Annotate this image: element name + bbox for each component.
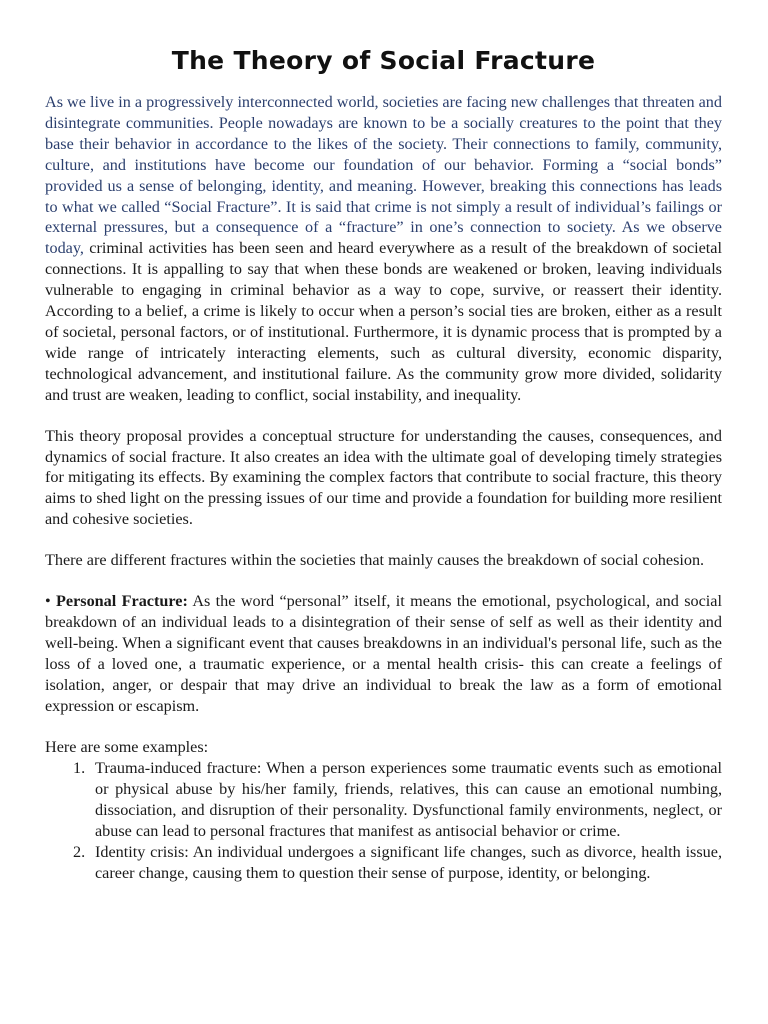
list-item [45,758,722,842]
list-item-text: Trauma-induced fracture: When a person experiences some traumatic events such as emotional or physical abuse by his/her family, friends, relatives, this can cause an emotional numbing, dissociation, and disruption of their personality. Dysfunctional family environments, neglect, or abuse can lead to personal fractures that manifest as antisocial behavior or crime. [95,759,722,841]
list-item-number: 2. [73,843,86,861]
document-page [45,0,722,884]
bullet-icon: • [45,592,57,611]
intro-paragraph [45,92,722,406]
personal-fracture-paragraph [45,591,722,716]
list-item [45,842,722,884]
personal-fracture-term: Personal Fracture: [56,592,188,611]
intro-rest-text: criminal activities has been seen and heard everywhere as a result of the breakdown of societal connections. It is appalling to say that when these bonds are weakened or broken, leaving individuals vulnerable to engaging in criminal behavior as a way to cope, survive, or reassert their identity. According to a belief, a crime is likely to occur when a person’s social ties are broken, either as a result of societal, personal factors, or of institutional. Furthermore, it is dynamic process that is prompted by a wide range of intricately interacting elements, such as cultural diversity, economic disparity, technological advancement, and institutional failure. As the community grow more divided, solidarity and trust are weaken, leading to conflict, social instability, and inequality. [45,239,722,404]
list-item-number: 1. [73,759,86,778]
personal-fracture-text: As the word “personal” itself, it means the emotional, psychological, and social breakdown of an individual leads to a disintegration of their sense of self as well as their identity and well-being. When a significant event that causes breakdowns in an individual's personal life, such as the loss of a loved one, a traumatic experience, or a mental health crisis- this can create a feelings of isolation, anger, or despair that may drive an individual to break the law as a form of emotional expression or escapism. [45,592,722,715]
intro-highlighted-text: As we live in a progressively interconnected world, societies are facing new challenges that threaten and disintegrate communities. People nowadays are known to be a socially creatures to the point that they base their behavior in accordance to the likes of the society. Their connections to family, community, culture, and institutions have become our foundation of our behavior. Forming a “social bonds” provided us a sense of belonging, identity, and meaning. However, breaking this connections has leads to what we called “Social Fracture”. It is said that crime is not simply a result of individual’s failings or external pressures, but a consequence of a “fracture” in one’s connection to society. As we observe today, [45,93,722,258]
examples-list [45,758,722,883]
document-title: The Theory of Social Fracture [171,46,596,75]
list-item-text: Identity crisis: An individual undergoes a significant life changes, such as divorce, health issue, career change, causing them to question their sense of purpose, identity, or belonging. [95,843,722,882]
examples-intro: Here are some examples: [45,738,209,757]
theory-proposal-paragraph: This theory proposal provides a conceptual structure for understanding the causes, consequences, and dynamics of social fracture. It also creates an idea with the ultimate goal of developing timely strategies for mitigating its effects. By examining the complex factors that contribute to social fracture, this theory aims to shed light on the pressing issues of our time and provide a foundation for building more resilient and cohesive societies. [45,426,722,529]
fractures-intro-paragraph: There are different fractures within the societies that mainly causes the breakdown of social cohesion. [45,551,705,570]
